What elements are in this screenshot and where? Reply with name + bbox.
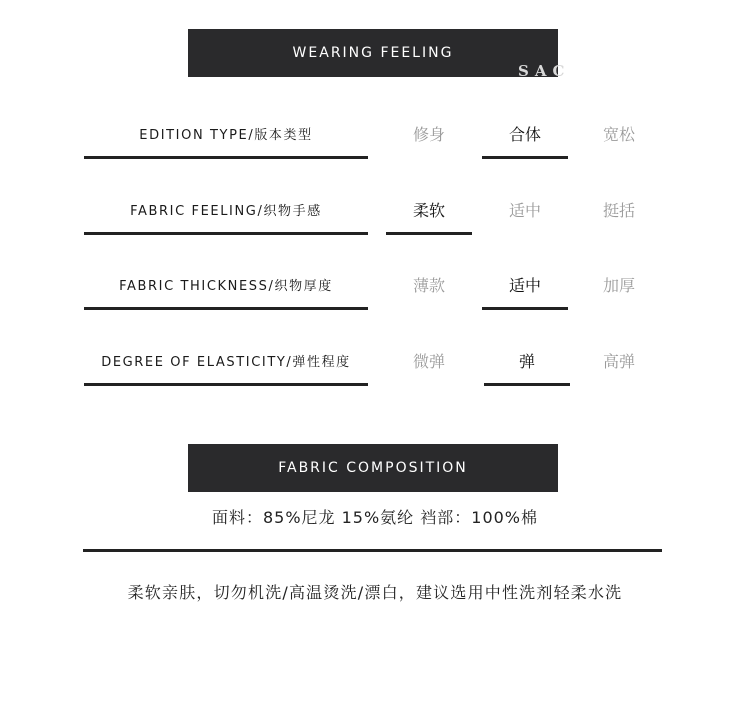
option: 挺括 — [602, 200, 635, 220]
row-elasticity — [0, 340, 750, 390]
option: 宽松 — [602, 124, 635, 144]
fabric-composition-title: FABRIC COMPOSITION — [278, 460, 468, 476]
row-underline — [84, 232, 368, 235]
selected-underline — [482, 307, 568, 310]
row-fabric-feeling — [0, 189, 750, 239]
row-fabric-thickness — [0, 264, 750, 314]
row-label: FABRIC THICKNESS/织物厚度 — [119, 278, 333, 294]
row-edition-type — [0, 113, 750, 163]
row-label: FABRIC FEELING/织物手感 — [130, 203, 322, 219]
option-selected: 合体 — [508, 124, 541, 144]
option: 高弹 — [602, 351, 635, 371]
option: 薄款 — [412, 275, 445, 295]
row-underline — [84, 307, 368, 310]
row-underline — [84, 156, 368, 159]
watermark-text: SAC — [518, 62, 571, 80]
option: 适中 — [508, 200, 541, 220]
divider — [83, 549, 662, 552]
wearing-feeling-title: WEARING FEELING — [292, 45, 454, 61]
row-underline — [84, 383, 368, 386]
wearing-feeling-header — [188, 29, 558, 77]
option: 修身 — [412, 124, 445, 144]
option-selected: 柔软 — [412, 200, 445, 220]
composition-text: 面料：85%尼龙 15%氨纶 裆部：100%棉 — [211, 507, 539, 527]
option-selected: 适中 — [508, 275, 541, 295]
row-label: DEGREE OF ELASTICITY/弹性程度 — [101, 354, 351, 370]
selected-underline — [484, 383, 570, 386]
selected-underline — [482, 156, 568, 159]
row-label: EDITION TYPE/版本类型 — [139, 127, 313, 143]
fabric-composition-header — [188, 444, 558, 492]
option-selected: 弹 — [518, 351, 535, 371]
option: 微弹 — [412, 351, 445, 371]
selected-underline — [386, 232, 472, 235]
care-instructions: 柔软亲肤，切勿机洗/高温烫洗/漂白，建议选用中性洗剂轻柔水洗 — [127, 582, 623, 602]
option: 加厚 — [602, 275, 635, 295]
